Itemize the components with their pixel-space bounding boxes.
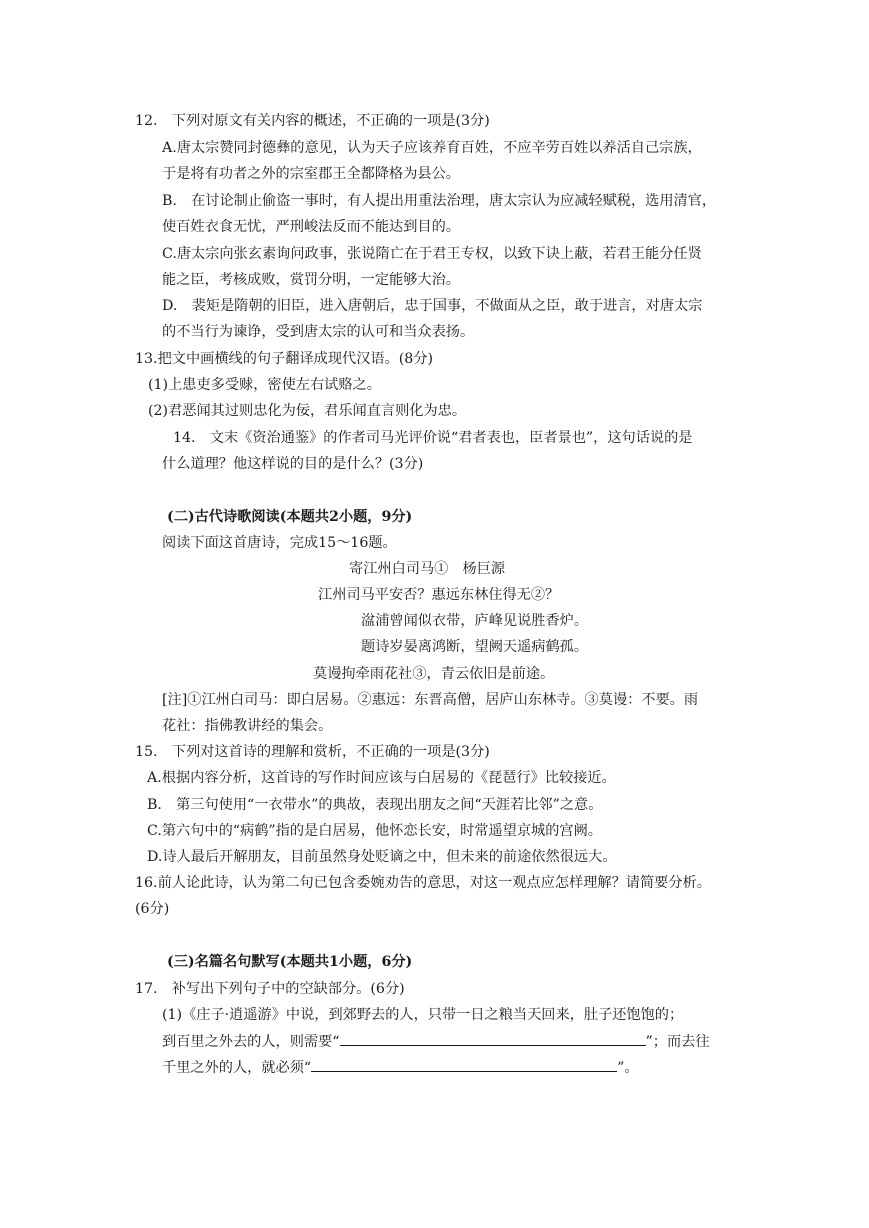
- q17-stem: 17. 补写出下列句子中的空缺部分。(6分): [135, 981, 405, 997]
- poem-line-2: 湓浦曾闻似衣带，庐峰见说胜香炉。: [361, 613, 589, 629]
- q13-sentence-2: (2)君恶闻其过则忠化为佞，君乐闻直言则化为忠。: [148, 403, 467, 419]
- poem-note-line1: [注]①江州白司马：即白居易。②惠远：东晋高僧，居庐山东林寺。③莫谩：不要。雨: [162, 692, 699, 708]
- poem-line-3: 题诗岁晏离鸿断，望阙天遥病鹤孤。: [361, 639, 589, 655]
- poem-line-4: 莫谩拘牵雨花社③，青云依旧是前途。: [313, 666, 555, 682]
- q17-line3-prefix: 千里之外的人，就必须“: [162, 1060, 312, 1076]
- q17-line2-suffix: ”；而去往: [645, 1034, 710, 1050]
- q12-option-c-line2: 能之臣，考核成败，赏罚分明，一定能够大治。: [162, 272, 460, 288]
- section-poetry-heading: (二)古代诗歌阅读(本题共2小题，9分): [167, 509, 413, 525]
- q12-option-d-line1: D. 裴矩是隋朝的旧臣，进入唐朝后，忠于国事，不做面从之臣，敢于进言，对唐太宗: [162, 298, 703, 314]
- q12-option-a-line1: A.唐太宗赞同封德彝的意见，认为天子应该养育百姓，不应辛劳百姓以养活自己宗族，: [162, 140, 702, 156]
- q17-line3: [162, 1057, 639, 1078]
- answer-blank-2[interactable]: [311, 1057, 617, 1072]
- poetry-intro: 阅读下面这首唐诗，完成15～16题。: [162, 535, 397, 551]
- q13-stem: 13.把文中画横线的句子翻译成现代汉语。(8分): [135, 351, 434, 367]
- q12-stem: 12. 下列对原文有关内容的概述，不正确的一项是(3分): [135, 113, 490, 129]
- q12-option-d-line2: 的不当行为谏诤，受到唐太宗的认可和当众表扬。: [162, 324, 475, 340]
- q15-option-a: A.根据内容分析，这首诗的写作时间应该与白居易的《琵琶行》比较接近。: [147, 770, 616, 786]
- poem-note-line2: 花社：指佛教讲经的集会。: [162, 718, 333, 734]
- q12-option-a-line2: 于是将有功者之外的宗室郡王全都降格为县公。: [162, 166, 460, 182]
- poem-line-1: 江州司马平安否？惠远东林住得无②？: [318, 587, 560, 603]
- q16-line2: (6分): [135, 901, 170, 917]
- q17-line2-prefix: 到百里之外去的人，则需要“: [162, 1034, 340, 1050]
- q17-line1: (1)《庄子·逍遥游》中说，到郊野去的人，只带一日之粮当天回来，肚子还饱饱的；: [162, 1007, 684, 1023]
- q14-line2: 什么道理？他这样说的目的是什么？(3分): [162, 456, 424, 472]
- q13-sentence-1: (1)上患吏多受赇，密使左右试赂之。: [148, 377, 381, 393]
- q12-option-b-line2: 使百姓衣食无忧，严刑峻法反而不能达到目的。: [162, 219, 460, 235]
- poem-title: 寄江州白司马① 杨巨源: [349, 561, 506, 577]
- q12-option-b-line1: B. 在讨论制止偷盗一事时，有人提出用重法治理，唐太宗认为应减轻赋税，选用清官，: [162, 193, 717, 209]
- section-recitation-heading: (三)名篇名句默写(本题共1小题，6分): [167, 954, 413, 970]
- q15-option-c: C.第六句中的“病鹤”指的是白居易，他怀恋长安，时常遥望京城的宫阙。: [147, 823, 602, 839]
- q12-option-c-line1: C.唐太宗向张玄素询问政事，张说隋亡在于君王专权，以致下诀上蔽，若君王能分任贤: [162, 246, 702, 262]
- answer-blank-1[interactable]: [340, 1031, 646, 1046]
- q16-line1: 16.前人论此诗，认为第二句已包含委婉劝告的意思，对这一观点应怎样理解？请简要分析。: [135, 875, 711, 891]
- q17-line2: [162, 1031, 710, 1052]
- q15-option-b: B. 第三句使用“一衣带水”的典故，表现出朋友之间“天涯若比邻”之意。: [147, 797, 603, 813]
- q15-stem: 15. 下列对这首诗的理解和赏析，不正确的一项是(3分): [135, 744, 490, 760]
- q17-line3-suffix: ”。: [617, 1060, 639, 1076]
- q15-option-d: D.诗人最后开解朋友，目前虽然身处贬谪之中，但未来的前途依然很远大。: [147, 849, 617, 865]
- q14-line1: 14. 文末《资治通鉴》的作者司马光评价说“君者表也，臣者景也”，这句话说的是: [173, 430, 693, 446]
